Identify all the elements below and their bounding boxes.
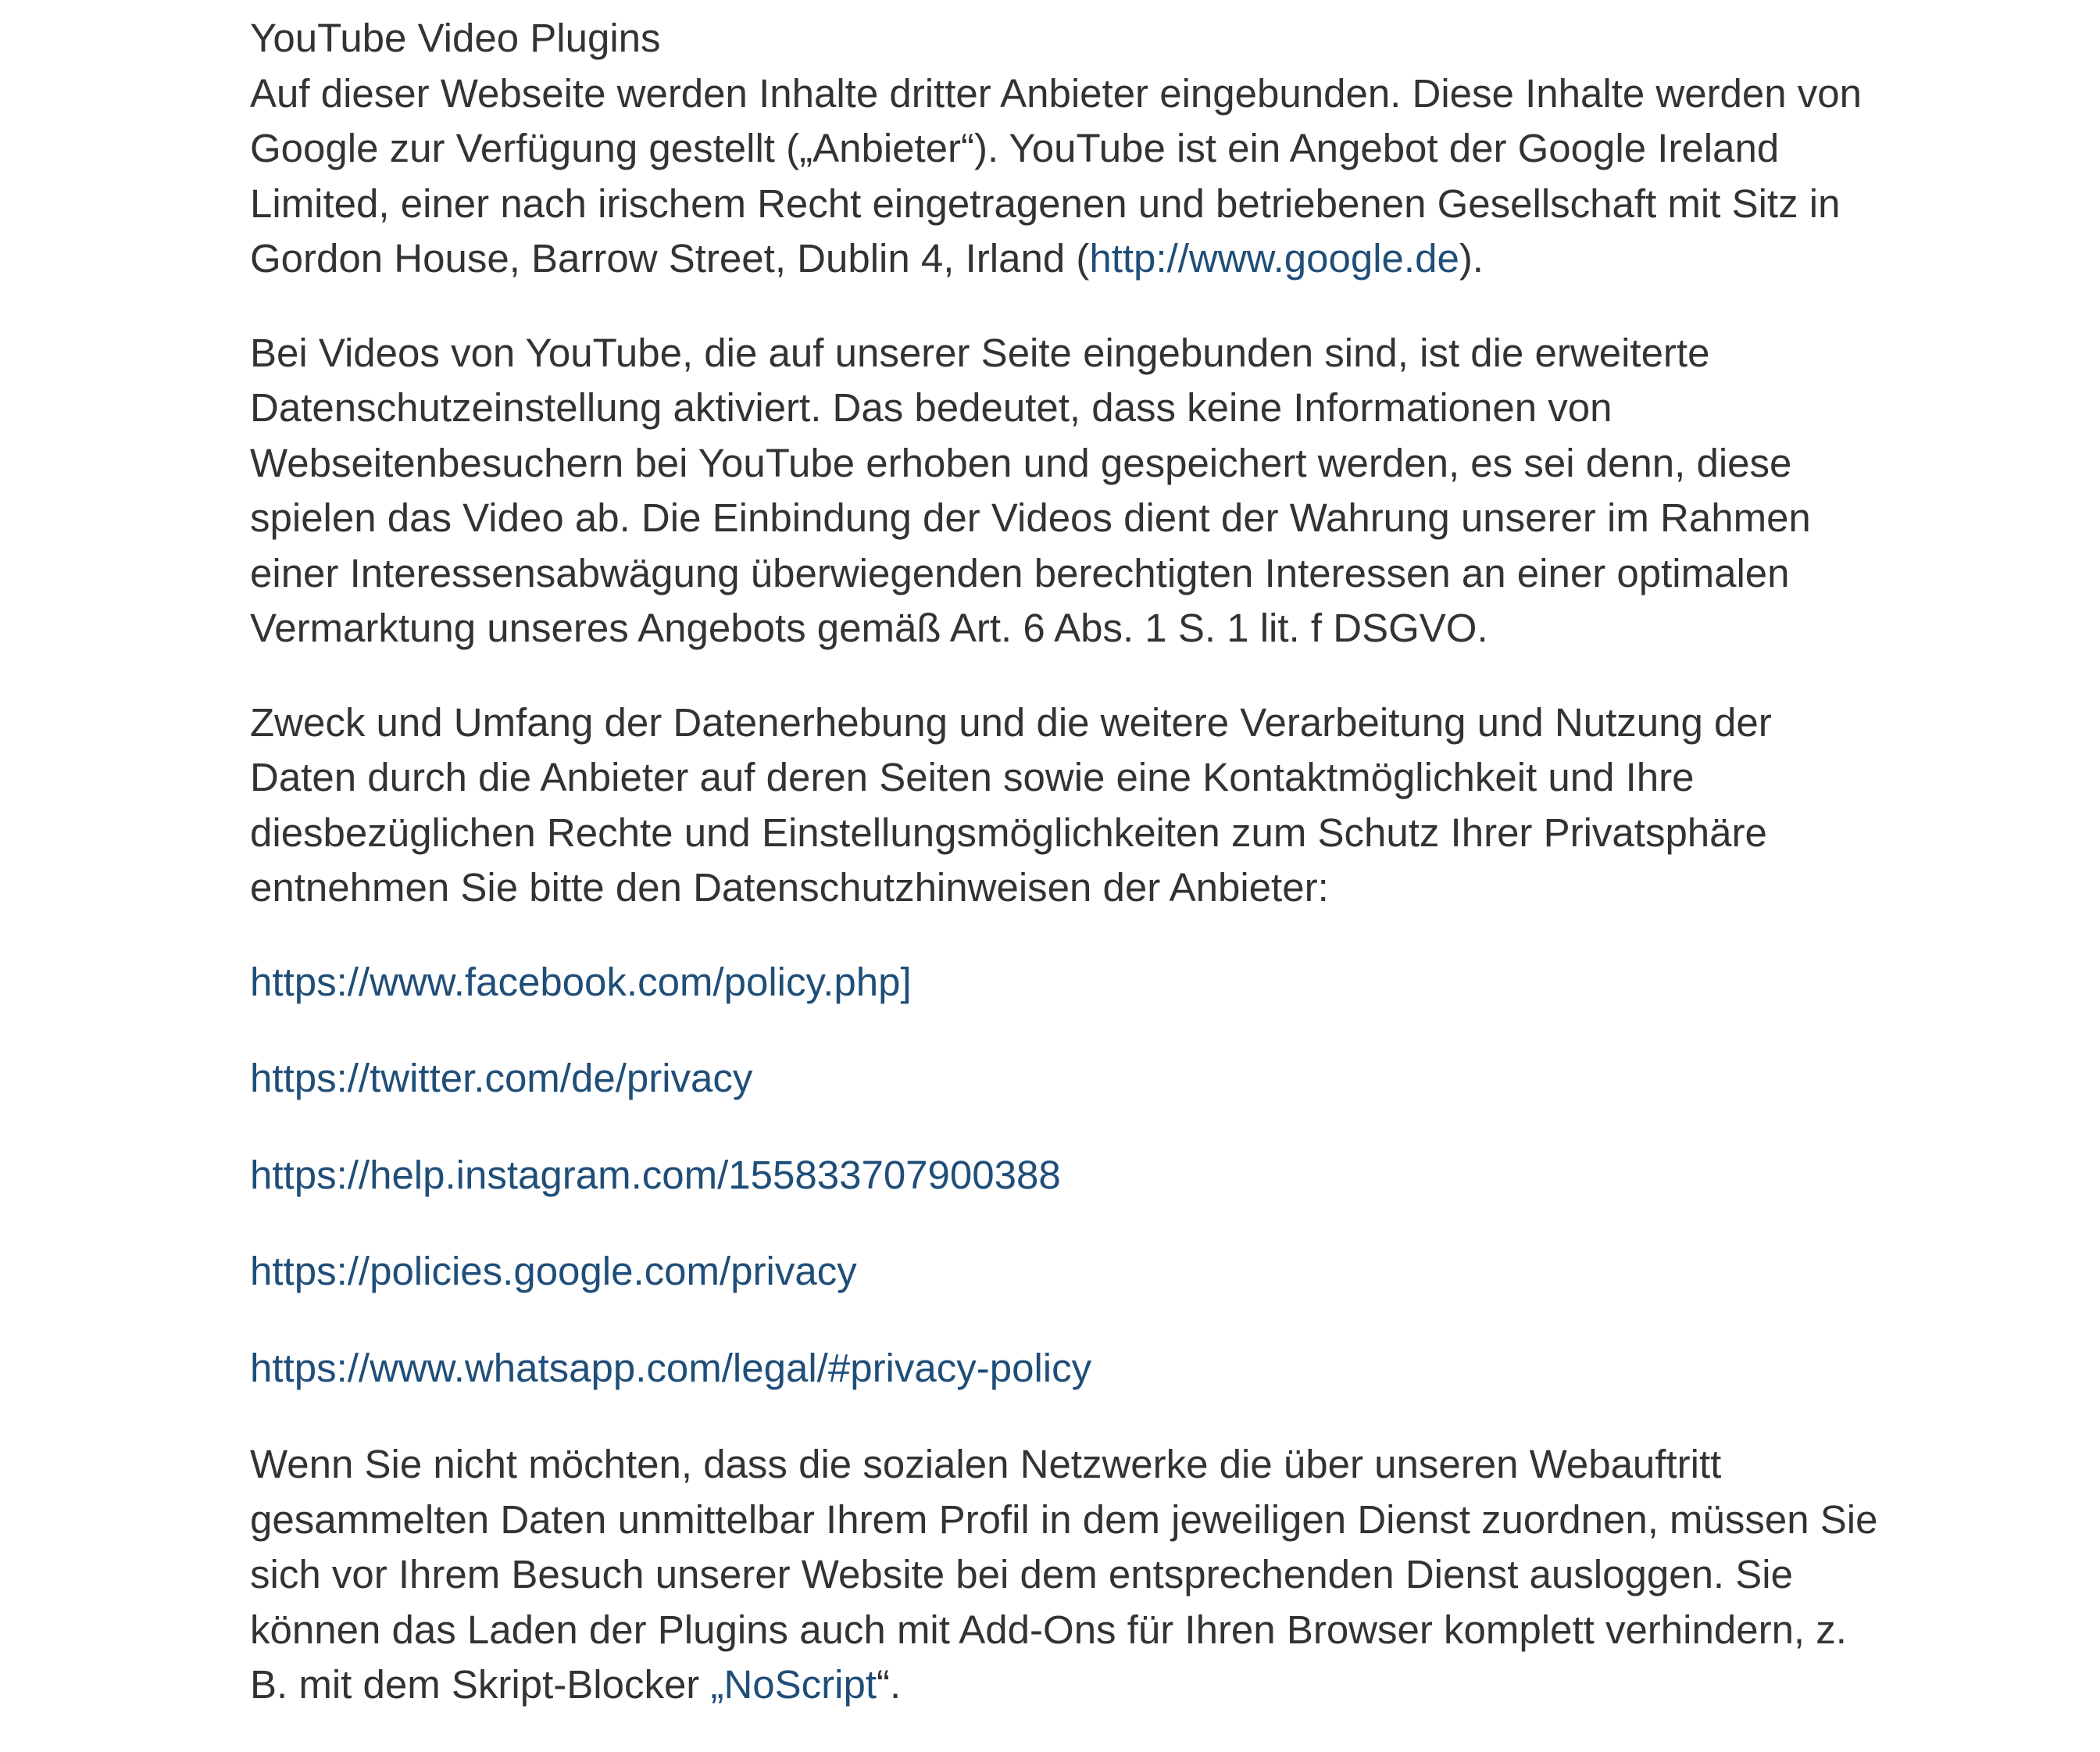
link-item [250, 1341, 1883, 1396]
section-title: YouTube Video Plugins [250, 16, 661, 60]
google-privacy-link[interactable]: https://policies.google.com/privacy [250, 1249, 857, 1293]
intro-paragraph [250, 66, 1883, 287]
intro-after: ). [1459, 236, 1484, 281]
noscript-link[interactable]: „NoScript [710, 1662, 877, 1707]
instagram-help-link[interactable]: https://help.instagram.com/155833707900388 [250, 1152, 1061, 1197]
intro-text: Auf dieser Webseite werden Inhalte dritter Anbieter eingebunden. Diese Inhalte werden von Google zur Verfügung gestellt („Anbieter“). YouTube ist ein Angebot der Google Ireland Limited, einer nach irischem Recht eingetragenen und betriebenen Gesellschaft mit Sitz in Gordon House, Barrow Street, Dublin 4, Irland ( [250, 70, 1862, 281]
privacy-section [250, 11, 1883, 1752]
closing-after: “. [877, 1662, 902, 1707]
link-item [250, 955, 1883, 1010]
youtube-privacy-paragraph: Bei Videos von YouTube, die auf unserer Seite eingebunden sind, ist die erweiterte Datenschutzeinstellung aktiviert. Das bedeutet, dass keine Informationen von Webseitenbesuchern bei YouTube erhoben und gespeichert werden, es sei denn, diese spielen das Video ab. Die Einbindung der Videos dient der Wahrung unserer im Rahmen einer Interessensabwägung überwiegenden berechtigten Interessen an einer optimalen Vermarktung unseres Angebots gemäß Art. 6 Abs. 1 S. 1 lit. f DSGVO. [250, 330, 1811, 650]
closing-paragraph [250, 1437, 1883, 1713]
link-item [250, 1244, 1883, 1300]
provider-info-paragraph: Zweck und Umfang der Datenerhebung und die weitere Verarbeitung und Nutzung der Daten durch die Anbieter auf deren Seiten sowie eine Kontaktmöglichkeit und Ihre diesbezüglichen Rechte und Einstellungsmöglichkeiten zum Schutz Ihrer Privatsphäre entnehmen Sie bitte den Datenschutzhinweisen der Anbieter: [250, 699, 1772, 910]
whatsapp-privacy-link[interactable]: https://www.whatsapp.com/legal/#privacy-policy [250, 1345, 1092, 1390]
link-item [250, 1148, 1883, 1203]
link-item [250, 1051, 1883, 1107]
google-link[interactable]: http://www.google.de [1089, 236, 1459, 281]
facebook-policy-link[interactable]: https://www.facebook.com/policy.php] [250, 959, 912, 1004]
closing-text: Wenn Sie nicht möchten, dass die sozialen Netzwerke die über unseren Webauftritt gesammelten Daten unmittelbar Ihrem Profil in dem jeweiligen Dienst zuordnen, müssen Sie sich vor Ihrem Besuch unserer Website bei dem entsprechenden Dienst ausloggen. Sie können das Laden der Plugins auch mit Add-Ons für Ihren Browser komplett verhindern, z. B. mit dem Skript-Blocker [250, 1442, 1878, 1707]
twitter-privacy-link[interactable]: https://twitter.com/de/privacy [250, 1056, 753, 1100]
